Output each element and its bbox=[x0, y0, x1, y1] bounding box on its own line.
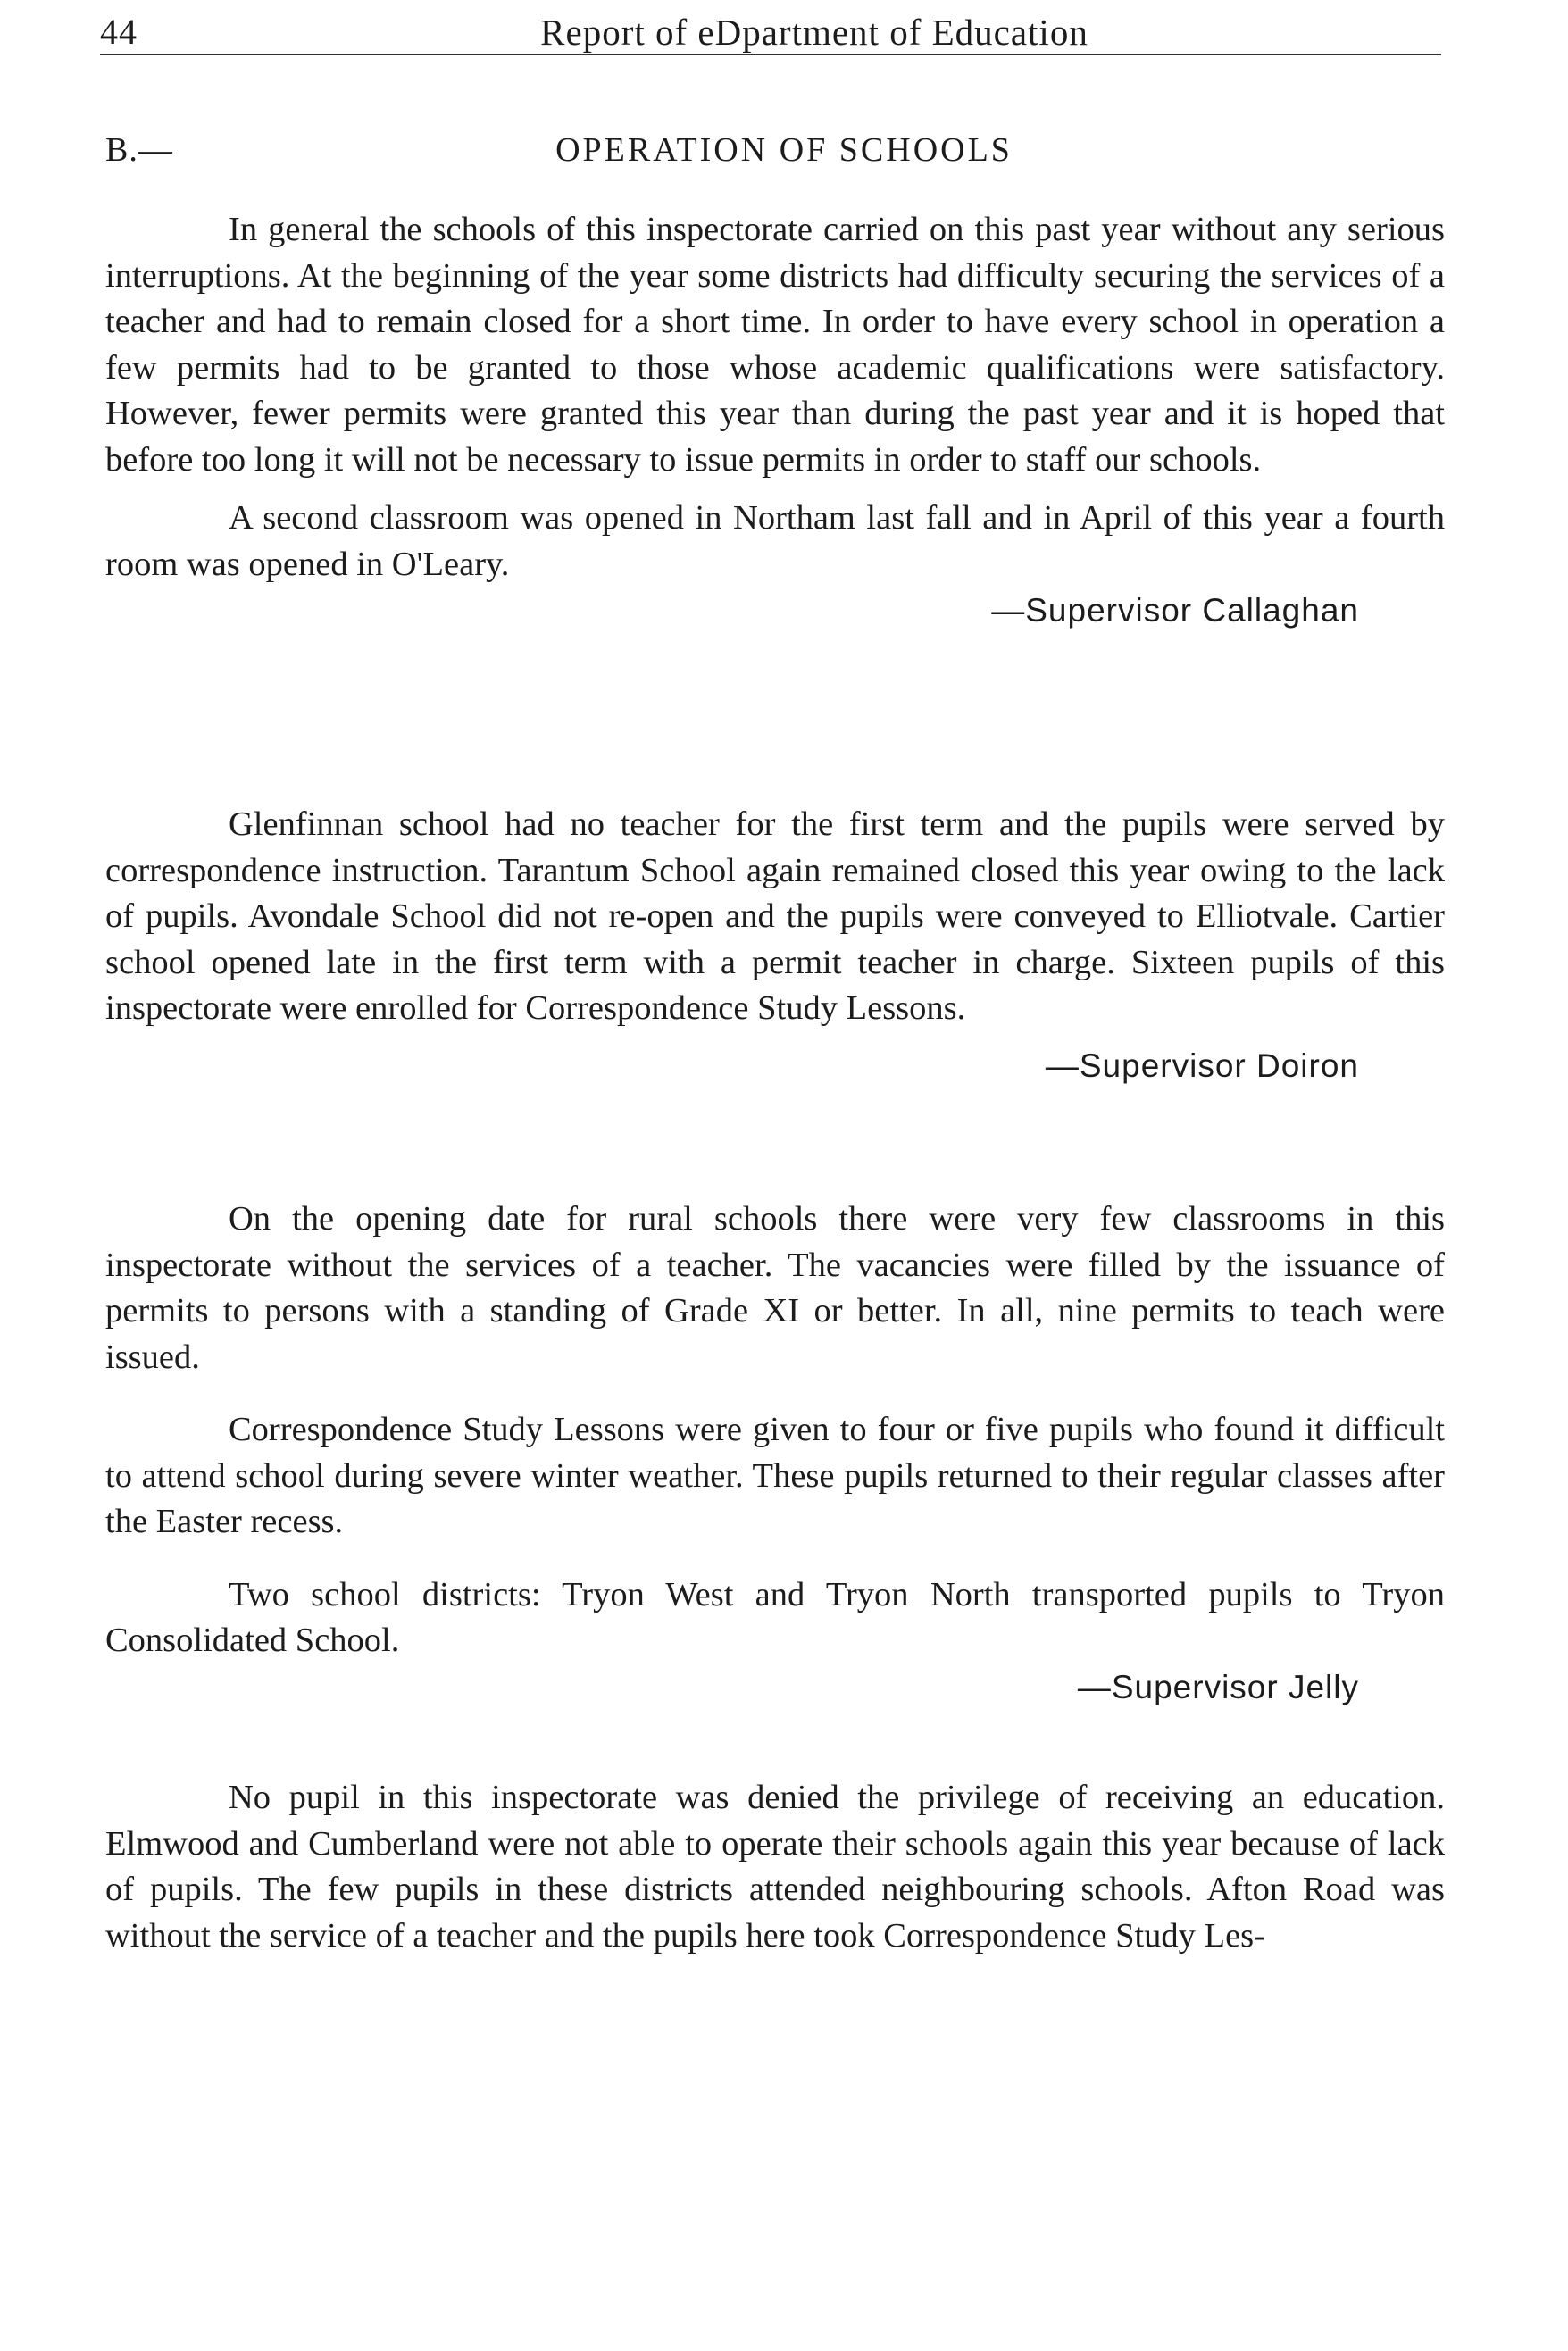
signature-jelly: —Supervisor Jelly bbox=[1077, 1668, 1359, 1705]
section-letter: B.— bbox=[105, 131, 173, 169]
paragraph: On the opening date for rural schools there were very few classrooms in this inspectorate without the services of a teacher. The vacancies were filled by the issuance of permits to persons with a standing of Grade XI or better. In all, nine permits to teach were issued. bbox=[105, 1200, 1445, 1376]
report-four bbox=[105, 1775, 1445, 1959]
paragraph: No pupil in this inspectorate was denied the privilege of receiving an education. Elmwood and Cumberland were not able to operate their schools again this year because of lack of pupils. The few pupils in these districts attended neighbouring schools. Afton Road was without the service of a teacher and the pupils here took Correspondence Study Les- bbox=[105, 1779, 1445, 1955]
running-title: Report of eDpartment of Education bbox=[540, 12, 1088, 53]
paragraph: Glenfinnan school had no teacher for the first term and the pupils were served by correspondence instruction. Tarantum School again remained closed this year owing to the lack of pupils. Avondale School did not re-open and the pupils were conveyed to Elliotvale. Cartier school opened late in the first term with a permit teacher in charge. Sixteen pupils of this inspectorate were enrolled for Correspondence Study Lessons. bbox=[105, 805, 1445, 1027]
paragraph: Correspondence Study Lessons were given to four or five pupils who found it difficult to attend school during severe winter weather. These pupils returned to their regular classes after the Easter recess. bbox=[105, 1411, 1445, 1540]
page-number: 44 bbox=[100, 12, 138, 52]
paragraph: In general the schools of this inspectorate carried on this past year without any serious interruptions. At the beginning of the year some districts had difficulty securing the services of a teacher and had to remain closed for a short time. In order to have every school in operation a few permits had to be granted to those whose academic qualifications were satisfactory. However, fewer permits were granted this year than during the past year and it is hoped that before too long it will not be necessary to issue permits in order to staff our schools. bbox=[105, 211, 1445, 479]
paragraph: Two school districts: Tryon West and Tryon North transported pupils to Tryon Consolidated School. bbox=[105, 1575, 1445, 1659]
section-title: OPERATION OF SCHOOLS bbox=[555, 131, 1013, 169]
report-callaghan bbox=[105, 207, 1445, 634]
paragraph: A second classroom was opened in Northam last fall and in April of this year a fourth room was opened in O'Leary. bbox=[105, 499, 1445, 583]
signature-doiron: —Supervisor Doiron bbox=[1045, 1046, 1359, 1084]
signature-callaghan: —Supervisor Callaghan bbox=[991, 592, 1359, 629]
page-header bbox=[100, 7, 1441, 55]
report-jelly bbox=[105, 1196, 1445, 1710]
report-doiron bbox=[105, 802, 1445, 1088]
